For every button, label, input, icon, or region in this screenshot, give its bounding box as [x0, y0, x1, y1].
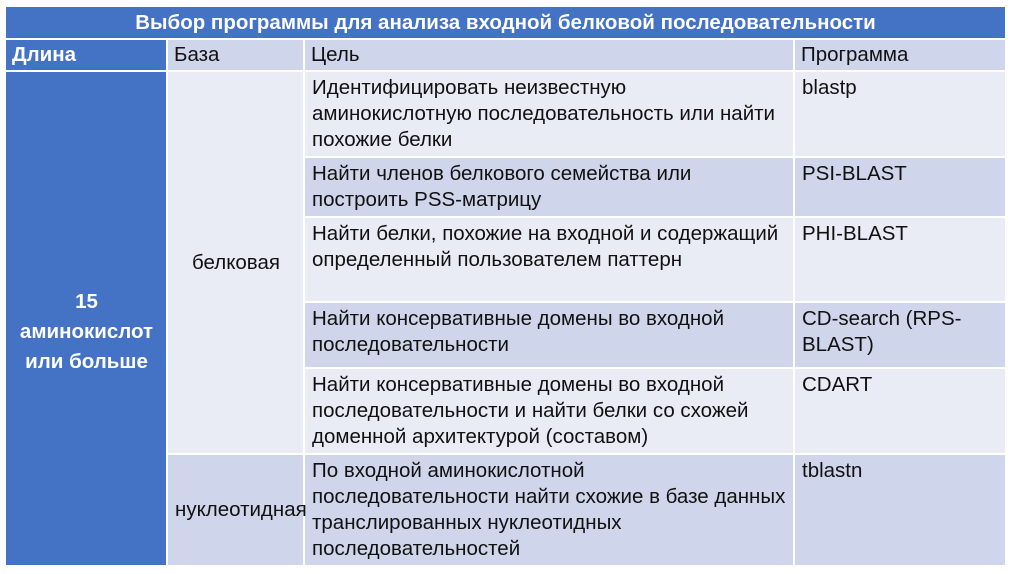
program-cell: PHI-BLAST [794, 217, 1006, 302]
length-cell: 15 аминокислот или больше [5, 71, 167, 566]
header-length: Длина [5, 39, 167, 71]
program-cell: tblastn [794, 454, 1006, 566]
goal-cell: Идентифицировать неизвестную аминокислотную последовательность или найти похожие белки [304, 71, 794, 157]
header-goal: Цель [304, 39, 794, 71]
program-cell: blastp [794, 71, 1006, 157]
goal-cell: Найти консервативные домены во входной последовательности [304, 302, 794, 368]
goal-cell: Найти консервативные домены во входной последовательности и найти белки со схожей доменной архитектурой (составом) [304, 368, 794, 454]
base-protein-cell: белковая [167, 71, 304, 454]
title-row [5, 6, 1006, 39]
program-selection-table [4, 5, 1007, 567]
program-cell: PSI-BLAST [794, 157, 1006, 217]
program-selection-table-container [4, 5, 1005, 567]
table-row [5, 71, 1006, 157]
goal-cell: Найти белки, похожие на входной и содержащий определенный пользователем паттерн [304, 217, 794, 302]
header-program: Программа [794, 39, 1006, 71]
header-base: База [167, 39, 304, 71]
table-title: Выбор программы для анализа входной белковой последовательности [5, 6, 1006, 39]
program-cell: CD-search (RPS-BLAST) [794, 302, 1006, 368]
program-cell: CDART [794, 368, 1006, 454]
goal-cell: По входной аминокислотной последовательности найти схожие в базе данных транслированных нуклеотидных последовательностей [304, 454, 794, 566]
header-row [5, 39, 1006, 71]
goal-cell: Найти членов белкового семейства или построить PSS-матрицу [304, 157, 794, 217]
base-nucleotide-cell: нуклеотидная [167, 454, 304, 566]
